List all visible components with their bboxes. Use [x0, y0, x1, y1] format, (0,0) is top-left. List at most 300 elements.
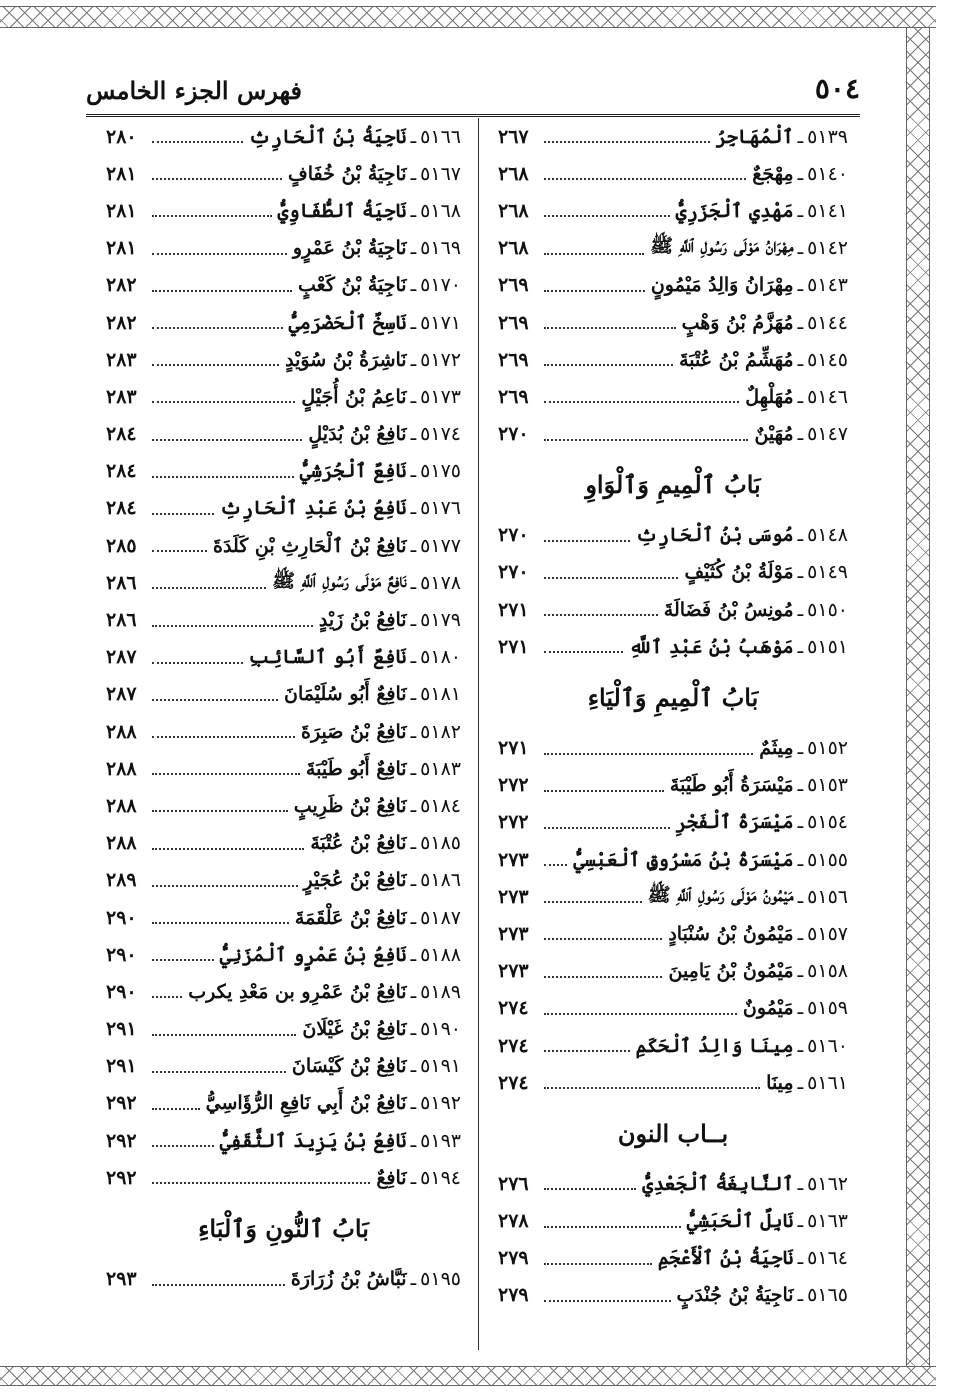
entry-number: ٥١٤٥: [807, 348, 848, 371]
entry-page-number: ٢٨٤: [106, 497, 137, 520]
top-ornamental-border: [0, 6, 936, 28]
dot-leader: [544, 826, 670, 829]
dot-leader: [152, 177, 282, 180]
entry-number: ٥١٥٥: [807, 848, 848, 871]
entry-number: ٥١٨٨: [420, 943, 461, 966]
entry-name: نَاجِيَةُ بْنُ جُنْدَبٍ: [676, 1284, 794, 1307]
entry-name: نَافِعُ بْنُ عَمْرِو بن مَعْدِ يكرب: [188, 980, 407, 1003]
index-entry: [498, 953, 848, 990]
entry-name: نَافِعٌ مَوْلَى رَسُولِ ٱللَّهِ ﷺ: [272, 569, 407, 592]
entry-dash: ـ: [410, 609, 417, 632]
entry-name: مِهْجَعٌ: [752, 162, 794, 185]
index-entry: [106, 341, 461, 378]
dot-leader: [544, 1187, 636, 1190]
entry-dash: ـ: [797, 848, 804, 871]
index-entry: [106, 1260, 461, 1297]
index-entry: [106, 192, 461, 229]
dot-leader: [544, 177, 746, 180]
entry-number: ٥١٤٤: [807, 311, 848, 334]
entry-page-number: ٢٧٠: [498, 423, 529, 446]
index-entry: [498, 1027, 848, 1064]
entry-number: ٥١٧٤: [420, 423, 461, 446]
section-heading: بَابُ ٱلْمِيمِ وَٱلْيَاءِ: [587, 682, 759, 712]
entry-dash: ـ: [410, 683, 417, 706]
entry-dash: ـ: [410, 274, 417, 297]
entry-number: ٥١٦٤: [807, 1247, 848, 1270]
dot-leader: [152, 400, 295, 403]
entry-number: ٥١٤١: [807, 199, 848, 222]
entry-dash: ـ: [410, 832, 417, 855]
entry-dash: ـ: [797, 1034, 804, 1057]
entry-page-number: ٢٧٨: [498, 1210, 529, 1233]
dot-leader: [152, 1033, 296, 1036]
entry-page-number: ٢٧٩: [498, 1284, 529, 1307]
entry-number: ٥١٦٦: [420, 125, 461, 148]
entry-name: مَهْدِي ٱلْجَزَرِيُّ: [675, 199, 794, 222]
entry-name: مُهَلْهِلٌ: [745, 385, 794, 408]
entry-dash: ـ: [797, 423, 804, 446]
index-entry: [106, 230, 461, 267]
index-entry: [106, 304, 461, 341]
entry-dash: ـ: [410, 1055, 417, 1078]
dot-leader: [152, 1107, 200, 1110]
dot-leader: [152, 475, 294, 478]
entry-name: نَافِعُ بْنُ ٱلْحَارِثِ بْنِ كَلَدَةَ: [213, 534, 407, 557]
entry-dash: ـ: [410, 757, 417, 780]
entry-name: مَيْمُونُ بْنُ سُنْبَادٍ: [668, 922, 794, 945]
entry-name: نَافِعُ بْنُ صَبِرَةَ: [301, 720, 407, 743]
index-entry: [498, 192, 848, 229]
entry-number: ٥١٦٧: [420, 162, 461, 185]
dot-leader: [544, 289, 645, 292]
entry-page-number: ٢٧٤: [498, 1034, 529, 1057]
index-entry: [498, 155, 848, 192]
dot-leader: [152, 809, 288, 812]
index-entry: [106, 676, 461, 713]
index-entry: [498, 767, 848, 804]
dot-leader: [544, 363, 673, 366]
dot-leader: [152, 1144, 214, 1147]
entry-dash: ـ: [797, 385, 804, 408]
entry-page-number: ٢٧٣: [498, 848, 529, 871]
entry-dash: ـ: [410, 423, 417, 446]
entry-name: مُهَزَّمُ بْنُ وَهْبٍ: [681, 311, 794, 334]
entry-dash: ـ: [410, 1018, 417, 1041]
index-entry: [106, 490, 461, 527]
dot-leader: [152, 252, 287, 255]
entry-name: نَافِعٌ أَبُو سُلَيْمَانَ: [284, 683, 407, 706]
entry-dash: ـ: [410, 571, 417, 594]
index-entry: [498, 729, 848, 766]
entry-page-number: ٢٦٨: [498, 162, 529, 185]
entry-number: ٥١٥٠: [807, 598, 848, 621]
entry-name: نَافِعُ بْنُ عُتْبَةَ: [310, 832, 407, 855]
page-number: ٥٠٤: [814, 72, 860, 105]
entry-dash: ـ: [797, 885, 804, 908]
entry-name: مِهْرَانُ مَوْلَى رَسُولِ ٱللَّهِ ﷺ: [650, 235, 794, 258]
entry-number: ٥١٦٨: [420, 199, 461, 222]
dot-leader: [544, 400, 739, 403]
entry-dash: ـ: [797, 524, 804, 547]
entry-dash: ـ: [797, 1172, 804, 1195]
entry-name: نَافِعُ بْنُ عَلْقَمَةَ: [294, 906, 407, 929]
dot-leader: [544, 438, 748, 441]
entry-number: ٥١٤٢: [807, 237, 848, 260]
entry-page-number: ٢٨٢: [106, 311, 137, 334]
entry-page-number: ٢٨٥: [106, 534, 137, 557]
entry-dash: ـ: [797, 348, 804, 371]
dot-leader: [152, 1181, 370, 1184]
dot-leader: [152, 772, 300, 775]
entry-page-number: ٢٨٦: [106, 571, 137, 594]
dot-leader: [152, 995, 182, 998]
entry-page-number: ٢٨٤: [106, 423, 137, 446]
entry-page-number: ٢٦٩: [498, 348, 529, 371]
entry-name: مُهَشِّمُ بْنُ عُتْبَةَ: [679, 348, 794, 371]
index-entry: [498, 554, 848, 591]
entry-page-number: ٢٩٠: [106, 906, 137, 929]
entry-dash: ـ: [797, 561, 804, 584]
dot-leader: [544, 1225, 681, 1228]
entry-page-number: ٢٨٣: [106, 385, 137, 408]
entry-page-number: ٢٧٤: [498, 1071, 529, 1094]
dot-leader: [152, 1070, 286, 1073]
entry-number: ٥١٤٧: [807, 423, 848, 446]
entry-dash: ـ: [797, 1247, 804, 1270]
dot-leader: [152, 661, 243, 664]
entry-dash: ـ: [797, 1071, 804, 1094]
entry-name: ٱلْمُهَاجِرُ: [715, 125, 794, 148]
entry-number: ٥١٥٩: [807, 997, 848, 1020]
entry-name: نَاجِيَةُ بْنُ ٱلْحَارِثِ: [248, 125, 407, 148]
entry-name: مَيْمُونُ مَوْلَى رَسُولِ ٱللَّهِ ﷺ: [647, 883, 794, 906]
entry-dash: ـ: [410, 162, 417, 185]
entry-page-number: ٢٨٩: [106, 869, 137, 892]
dot-leader: [544, 140, 710, 143]
entry-number: ٥١٧٣: [420, 385, 461, 408]
index-entry: [106, 1048, 461, 1085]
index-entry: [498, 230, 848, 267]
entry-dash: ـ: [797, 960, 804, 983]
entry-name: نَافِعُ بْنُ بُدَيْلٍ: [308, 423, 407, 446]
entry-name: نَافِعُ بْنُ عَبْدِ ٱلْحَارِثِ: [219, 497, 407, 520]
entry-name: نَاجِيَةُ بْنُ كَعْبٍ: [298, 274, 407, 297]
dot-leader: [152, 1283, 285, 1286]
dot-leader: [152, 735, 295, 738]
entry-page-number: ٢٨١: [106, 199, 137, 222]
index-entry: [498, 378, 848, 415]
entry-name: مِهْرَانُ وَالِدُ مَيْمُونٍ: [650, 274, 794, 297]
dot-leader: [544, 1049, 630, 1052]
entry-page-number: ٢٩٣: [106, 1268, 137, 1291]
entry-page-number: ٢٨١: [106, 237, 137, 260]
dot-leader: [544, 613, 658, 616]
entry-number: ٥١٧٢: [420, 348, 461, 371]
entry-dash: ـ: [797, 162, 804, 185]
entry-dash: ـ: [410, 125, 417, 148]
dot-leader: [152, 921, 289, 924]
index-entry: [106, 453, 461, 490]
index-entry: [106, 267, 461, 304]
entry-dash: ـ: [797, 1210, 804, 1233]
entry-dash: ـ: [410, 460, 417, 483]
entry-name: مَيْمُونٌ: [742, 997, 794, 1020]
entry-name: نَاعِمُ بْنُ أُجَيْلٍ: [301, 385, 407, 408]
entry-number: ٥١٩٠: [420, 1018, 461, 1041]
index-entry: [498, 1203, 848, 1240]
entry-number: ٥١٦٥: [807, 1284, 848, 1307]
entry-name: نَافِعُ بْنُ ظَرِيبٍ: [293, 794, 407, 817]
entry-name: مَيْسَرَةُ ٱلْفَجْرِ: [675, 811, 794, 834]
index-entry: [498, 804, 848, 841]
section-heading: بَابُ ٱلنُّونِ وَٱلْبَاءِ: [198, 1213, 369, 1243]
index-column-left: [106, 118, 461, 1298]
dot-leader: [152, 438, 302, 441]
dot-leader: [544, 650, 623, 653]
entry-number: ٥١٩٣: [420, 1129, 461, 1152]
index-entry: [106, 750, 461, 787]
index-entry: [106, 155, 461, 192]
entry-number: ٥١٣٩: [807, 125, 848, 148]
section-heading: بَابُ ٱلْمِيمِ وَٱلْوَاوِ: [585, 470, 761, 500]
index-entry: [498, 118, 848, 155]
entry-page-number: ٢٦٨: [498, 199, 529, 222]
index-entry: [106, 1122, 461, 1159]
entry-dash: ـ: [410, 497, 417, 520]
entry-page-number: ٢٧٢: [498, 774, 529, 797]
dot-leader: [152, 326, 283, 329]
entry-dash: ـ: [410, 534, 417, 557]
entry-number: ٥١٥٤: [807, 811, 848, 834]
entry-dash: ـ: [797, 737, 804, 760]
entry-number: ٥١٤٠: [807, 162, 848, 185]
entry-name: مِيثَمٌ: [759, 737, 794, 760]
entry-page-number: ٢٧٣: [498, 885, 529, 908]
entry-name: ٱلنَّابِغَةُ ٱلْجَعْدِيُّ: [642, 1172, 794, 1195]
entry-number: ٥١٥٢: [807, 737, 848, 760]
entry-dash: ـ: [410, 237, 417, 260]
entry-name: نَابِلٌ ٱلْحَبَشِيُّ: [686, 1210, 794, 1233]
entry-dash: ـ: [797, 997, 804, 1020]
dot-leader: [152, 586, 266, 589]
dot-leader: [544, 863, 567, 866]
entry-dash: ـ: [410, 1092, 417, 1115]
index-entry: [106, 1011, 461, 1048]
index-entry: [498, 341, 848, 378]
dot-leader: [544, 539, 630, 542]
entry-dash: ـ: [410, 943, 417, 966]
dot-leader: [544, 900, 642, 903]
entry-page-number: ٢٧٩: [498, 1247, 529, 1270]
entry-number: ٥١٧١: [420, 311, 461, 334]
right-ornamental-border: [906, 28, 930, 1366]
entry-name: نَاجِيَةُ ٱلطُّفَاوِيُّ: [277, 199, 407, 222]
dot-leader: [544, 576, 678, 579]
index-entry: [498, 416, 848, 453]
entry-dash: ـ: [410, 906, 417, 929]
entry-page-number: ٢٨١: [106, 162, 137, 185]
entry-dash: ـ: [797, 811, 804, 834]
entry-page-number: ٢٩٢: [106, 1166, 137, 1189]
running-title: فهرس الجزء الخامس: [86, 76, 303, 105]
dot-leader: [152, 884, 298, 887]
entry-page-number: ٢٩٠: [106, 980, 137, 1003]
index-entry: [106, 378, 461, 415]
entry-dash: ـ: [410, 199, 417, 222]
entry-dash: ـ: [797, 199, 804, 222]
entry-dash: ـ: [410, 1129, 417, 1152]
entry-page-number: ٢٨٨: [106, 720, 137, 743]
index-entry: [498, 628, 848, 665]
entry-page-number: ٢٩٠: [106, 943, 137, 966]
entry-number: ٥١٨٧: [420, 906, 461, 929]
entry-name: مَيْمُونُ بْنُ يَامِينَ: [668, 960, 794, 983]
index-entry: [498, 591, 848, 628]
index-entry: [106, 899, 461, 936]
entry-page-number: ٢٧٠: [498, 561, 529, 584]
index-entry: [498, 304, 848, 341]
entry-page-number: ٢٨٨: [106, 794, 137, 817]
entry-dash: ـ: [797, 125, 804, 148]
entry-page-number: ٢٨٨: [106, 832, 137, 855]
entry-number: ٥١٧٧: [420, 534, 461, 557]
entry-number: ٥١٩٤: [420, 1166, 461, 1189]
dot-leader: [152, 140, 243, 143]
entry-number: ٥١٩٢: [420, 1092, 461, 1115]
dot-leader: [152, 512, 214, 515]
entry-name: نَافِعُ بْنُ عَمْرٍو ٱلْمُزَنِيُّ: [219, 943, 407, 966]
entry-name: نَاجِيَةُ بْنُ عَمْرٍو: [292, 237, 407, 260]
entry-dash: ـ: [410, 869, 417, 892]
entry-number: ٥١٩١: [420, 1055, 461, 1078]
bottom-ornamental-border: [0, 1366, 936, 1386]
entry-number: ٥١٩٥: [420, 1268, 461, 1291]
entry-number: ٥١٦٣: [807, 1210, 848, 1233]
entry-page-number: ٢٧٠: [498, 524, 529, 547]
entry-name: نَاشِرَةُ بْنُ سُوَيْدٍ: [285, 348, 407, 371]
index-entry: [498, 878, 848, 915]
entry-name: مُهَيْنٌ: [754, 423, 794, 446]
entry-page-number: ٢٩٢: [106, 1092, 137, 1115]
entry-number: ٥١٨٣: [420, 757, 461, 780]
entry-dash: ـ: [410, 1268, 417, 1291]
entry-name: مَوْلَةُ بْنُ كُثَيْفٍ: [684, 561, 794, 584]
index-entry: [498, 517, 848, 554]
entry-page-number: ٢٧٣: [498, 960, 529, 983]
index-entry: [498, 1064, 848, 1101]
entry-number: ٥١٧٠: [420, 274, 461, 297]
entry-dash: ـ: [797, 237, 804, 260]
index-entry: [498, 990, 848, 1027]
entry-number: ٥١٨٦: [420, 869, 461, 892]
section-heading: بــاب النون: [617, 1118, 729, 1148]
entry-page-number: ٢٧٤: [498, 997, 529, 1020]
entry-name: نَاجِيَةُ بْنُ ٱلْأَعْجَمِ: [657, 1247, 794, 1270]
column-divider: [478, 118, 479, 1350]
index-entry: [106, 973, 461, 1010]
index-entry: [106, 416, 461, 453]
entry-dash: ـ: [410, 720, 417, 743]
dot-leader: [152, 549, 207, 552]
entry-number: ٥١٦٩: [420, 237, 461, 260]
index-entry: [498, 841, 848, 878]
entry-name: مُوسَى بْنُ ٱلْحَارِثِ: [635, 524, 794, 547]
dot-leader: [544, 1012, 737, 1015]
index-entry: [498, 1165, 848, 1202]
entry-name: مَوْهَبُ بْنُ عَبْدِ ٱللَّهِ: [629, 635, 794, 658]
entry-page-number: ٢٨٤: [106, 460, 137, 483]
dot-leader: [544, 326, 676, 329]
entry-name: مِينَا وَالِدُ ٱلْحَكَمِ: [635, 1034, 794, 1057]
page-header: [86, 72, 860, 112]
entry-dash: ـ: [797, 311, 804, 334]
entry-name: نَافِعُ بْنُ كَيْسَانَ: [291, 1055, 407, 1078]
entry-page-number: ٢٦٩: [498, 311, 529, 334]
entry-dash: ـ: [797, 922, 804, 945]
dot-leader: [152, 698, 278, 701]
index-entry: [106, 862, 461, 899]
index-entry: [106, 639, 461, 676]
entry-dash: ـ: [410, 385, 417, 408]
entry-name: نَافِعٌ أَبُو ٱلسَّائِبِ: [248, 646, 407, 669]
index-entry: [106, 787, 461, 824]
entry-number: ٥١٨٠: [420, 646, 461, 669]
entry-name: مِينَا: [766, 1071, 794, 1094]
entry-number: ٥١٨٢: [420, 720, 461, 743]
entry-dash: ـ: [410, 646, 417, 669]
entry-number: ٥١٤٩: [807, 561, 848, 584]
entry-page-number: ٢٦٩: [498, 385, 529, 408]
entry-number: ٥١٤٣: [807, 274, 848, 297]
entry-name: نَافِعُ بْنُ يَزِيدَ ٱلثَّقَفِيُّ: [219, 1129, 407, 1152]
dot-leader: [152, 624, 313, 627]
entry-page-number: ٢٧٦: [498, 1172, 529, 1195]
dot-leader: [544, 975, 662, 978]
entry-number: ٥١٦٠: [807, 1034, 848, 1057]
entry-dash: ـ: [410, 794, 417, 817]
entry-page-number: ٢٨٣: [106, 348, 137, 371]
entry-number: ٥١٧٩: [420, 609, 461, 632]
dot-leader: [152, 847, 304, 850]
entry-number: ٥١٧٥: [420, 460, 461, 483]
header-rule: [86, 114, 860, 117]
entry-dash: ـ: [410, 348, 417, 371]
entry-name: نَافِعٌ: [376, 1166, 407, 1189]
dot-leader: [544, 937, 662, 940]
entry-page-number: ٢٧٢: [498, 811, 529, 834]
index-column-right: [498, 118, 848, 1314]
entry-page-number: ٢٨٦: [106, 609, 137, 632]
entry-name: مَيْسَرَةُ بْنُ مَسْرُوقٍ ٱلْعَبْسِيُّ: [573, 848, 794, 871]
entry-page-number: ٢٨٧: [106, 646, 137, 669]
entry-dash: ـ: [410, 1166, 417, 1189]
index-entry: [498, 1240, 848, 1277]
entry-number: ٥١٤٨: [807, 524, 848, 547]
entry-dash: ـ: [797, 274, 804, 297]
entry-page-number: ٢٩١: [106, 1055, 137, 1078]
entry-number: ٥١٨١: [420, 683, 461, 706]
entry-name: نَافِعُ بْنُ غَيْلَانَ: [302, 1018, 407, 1041]
entry-dash: ـ: [797, 774, 804, 797]
dot-leader: [544, 789, 664, 792]
entry-name: مُونِسُ بْنُ فَضَالَةَ: [663, 598, 794, 621]
dot-leader: [152, 214, 272, 217]
index-entry: [106, 825, 461, 862]
entry-number: ٥١٥٧: [807, 922, 848, 945]
dot-leader: [544, 252, 644, 255]
entry-name: نَبَّاشُ بْنُ زُرَارَةَ: [290, 1268, 407, 1291]
entry-page-number: ٢٧١: [498, 598, 529, 621]
